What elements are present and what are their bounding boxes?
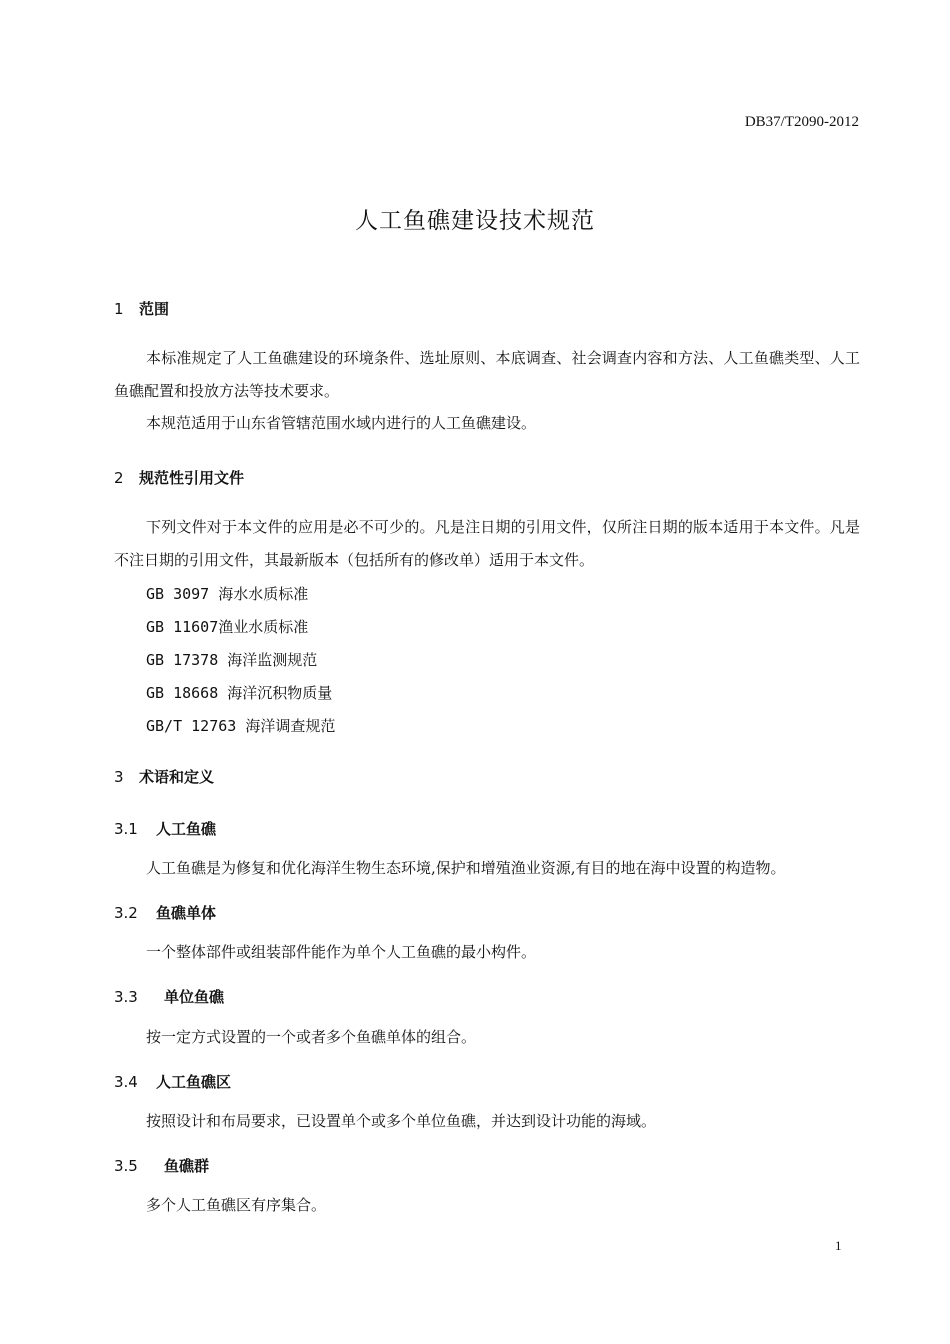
term-heading bbox=[114, 986, 224, 1007]
term-heading bbox=[114, 818, 216, 839]
term-number: 3.2 bbox=[114, 904, 138, 922]
term-title: 单位鱼礁 bbox=[164, 988, 225, 1006]
term-heading bbox=[114, 1071, 231, 1092]
reference-name: 海水水质标准 bbox=[218, 585, 309, 603]
reference-name: 渔业水质标准 bbox=[218, 618, 309, 636]
section-1-paragraph-2 bbox=[114, 407, 860, 440]
term-heading bbox=[114, 902, 216, 923]
section-2-paragraph bbox=[114, 511, 860, 577]
page-number: 1 bbox=[835, 1238, 842, 1253]
term-definition bbox=[114, 1189, 860, 1222]
section-2-heading bbox=[114, 467, 244, 488]
reference-code: GB/T 12763 bbox=[146, 717, 246, 735]
paragraph-text: 本规范适用于山东省管辖范围水域内进行的人工鱼礁建设。 bbox=[146, 414, 537, 432]
section-1-paragraph-1 bbox=[114, 342, 860, 408]
definition-text: 一个整体部件或组装部件能作为单个人工鱼礁的最小构件。 bbox=[146, 943, 537, 961]
page-title: 人工鱼礁建设技术规范 bbox=[355, 208, 595, 234]
section-number: 3 bbox=[114, 768, 124, 786]
section-title: 范围 bbox=[139, 300, 170, 318]
definition-text: 按一定方式设置的一个或者多个鱼礁单体的组合。 bbox=[146, 1028, 477, 1046]
reference-code: GB 3097 bbox=[146, 585, 219, 603]
term-definition bbox=[114, 1105, 860, 1138]
section-number: 2 bbox=[114, 469, 124, 487]
term-number: 3.1 bbox=[114, 820, 138, 838]
term-heading bbox=[114, 1155, 209, 1176]
reference-name: 海洋监测规范 bbox=[227, 651, 318, 669]
term-definition bbox=[114, 936, 860, 969]
term-title: 鱼礁群 bbox=[164, 1157, 210, 1175]
paragraph-text: 本标准规定了人工鱼礁建设的环境条件、选址原则、本底调查、社会调查内容和方法、人工鱼礁类型、人工鱼礁配置和投放方法等技术要求。 bbox=[114, 349, 860, 400]
section-title: 术语和定义 bbox=[139, 768, 215, 786]
section-number: 1 bbox=[114, 300, 124, 318]
term-definition bbox=[114, 1021, 860, 1054]
reference-item bbox=[146, 682, 332, 703]
term-definition bbox=[114, 852, 860, 885]
section-3-heading bbox=[114, 766, 214, 787]
reference-code: GB 18668 bbox=[146, 684, 228, 702]
term-title: 鱼礁单体 bbox=[156, 904, 217, 922]
reference-item bbox=[146, 616, 308, 637]
term-title: 人工鱼礁区 bbox=[156, 1073, 232, 1091]
term-number: 3.4 bbox=[114, 1073, 138, 1091]
section-title: 规范性引用文件 bbox=[139, 469, 245, 487]
section-1-heading bbox=[114, 298, 169, 319]
definition-text: 多个人工鱼礁区有序集合。 bbox=[146, 1196, 327, 1214]
term-number: 3.5 bbox=[114, 1157, 138, 1175]
reference-item bbox=[146, 583, 308, 604]
reference-name: 海洋调查规范 bbox=[245, 717, 336, 735]
reference-code: GB 11607 bbox=[146, 618, 219, 636]
reference-name: 海洋沉积物质量 bbox=[227, 684, 333, 702]
reference-code: GB 17378 bbox=[146, 651, 228, 669]
document-code: DB37/T2090-2012 bbox=[744, 114, 859, 130]
reference-item bbox=[146, 649, 317, 670]
definition-text: 按照设计和布局要求，已设置单个或多个单位鱼礁，并达到设计功能的海域。 bbox=[146, 1112, 657, 1130]
reference-item bbox=[146, 715, 335, 736]
definition-text: 人工鱼礁是为修复和优化海洋生物生态环境,保护和增殖渔业资源,有目的地在海中设置的构造物。 bbox=[146, 859, 786, 877]
term-title: 人工鱼礁 bbox=[156, 820, 217, 838]
paragraph-text: 下列文件对于本文件的应用是必不可少的。凡是注日期的引用文件，仅所注日期的版本适用于本文件。凡是不注日期的引用文件，其最新版本（包括所有的修改单）适用于本文件。 bbox=[114, 518, 860, 569]
term-number: 3.3 bbox=[114, 988, 138, 1006]
